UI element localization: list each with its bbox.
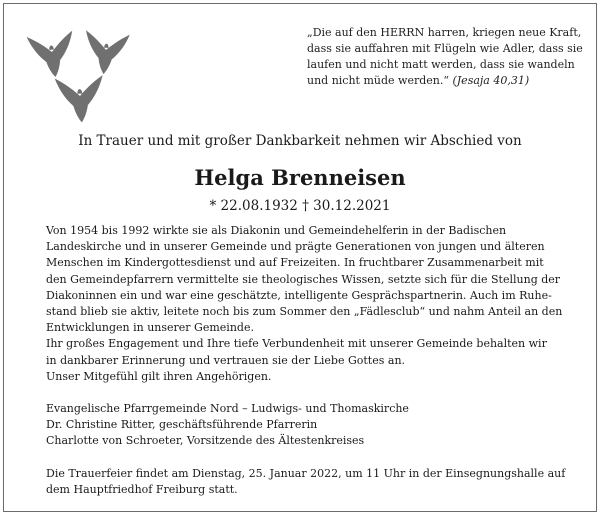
text-line: Landeskirche und in unserer Gemeinde und prägte Generationen von jungen und älteren — [46, 240, 545, 254]
quote-line: „Die auf den HERRN harren, kriegen neue Kraft, — [307, 26, 582, 39]
signature-line: Charlotte von Schroeter, Vorsitzende des Ältestenkreises — [46, 434, 365, 448]
text-line: Von 1954 bis 1992 wirkte sie als Diakonin und Gemeindehelferin in der Badischen — [46, 224, 507, 237]
quote-line — [307, 73, 589, 89]
quote-last-line: und nicht müde werden.“ — [307, 74, 449, 87]
dove-birds-icon — [26, 22, 134, 126]
quote-source: (Jesaja 40,31) — [452, 74, 530, 87]
text-line: stand blieb sie aktiv, leitete noch bis zum Sommer den „Fädlesclub“ und nahm Anteil an den — [46, 305, 563, 319]
text-line: Diakoninnen ein und war eine geschätzte, intelligente Gesprächspartnerin. Auch im Ruhe- — [46, 288, 552, 302]
life-dates: * 22.08.1932 † 30.12.2021 — [209, 198, 391, 214]
text-line: Ihr großes Engagement und Ihre tiefe Verbundenheit mit unserer Gemeinde behalten wir — [46, 337, 547, 351]
signature-line: Evangelische Pfarrgemeinde Nord – Ludwigs- und Thomaskirche — [46, 402, 409, 416]
obituary-notice — [3, 3, 597, 512]
quote-line: laufen und nicht matt werden, dass sie wandeln — [307, 58, 575, 71]
text-line: Menschen im Kindergottesdienst und auf Freizeiten. In fruchtbarer Zusammenarbeit mit — [46, 256, 544, 270]
obituary-text — [46, 223, 566, 498]
quote-line: dass sie auffahren mit Flügeln wie Adler, dass sie — [307, 42, 583, 55]
text-line: Entwicklungen in unserer Gemeinde. — [46, 321, 254, 335]
signature-line: Dr. Christine Ritter, geschäftsführende Pfarrerin — [46, 418, 318, 432]
text-line: Unser Mitgefühl gilt ihren Angehörigen. — [46, 369, 272, 383]
text-line: den Gemeindepfarrern vermittelte sie theologisches Wissen, setzte sich für die Stellung der — [46, 272, 561, 286]
intro-line: In Trauer und mit großer Dankbarkeit nehmen wir Abschied von — [78, 133, 522, 149]
funeral-line: Die Trauerfeier findet am Dienstag, 25. Januar 2022, um 11 Uhr in der Einsegnungshalle auf — [46, 466, 566, 480]
bible-quote — [307, 25, 589, 89]
deceased-name: Helga Brenneisen — [194, 165, 406, 190]
text-line: in dankbarer Erinnerung und vertrauen sie der Liebe Gottes an. — [46, 353, 406, 367]
funeral-line: dem Hauptfriedhof Freiburg statt. — [46, 482, 238, 496]
